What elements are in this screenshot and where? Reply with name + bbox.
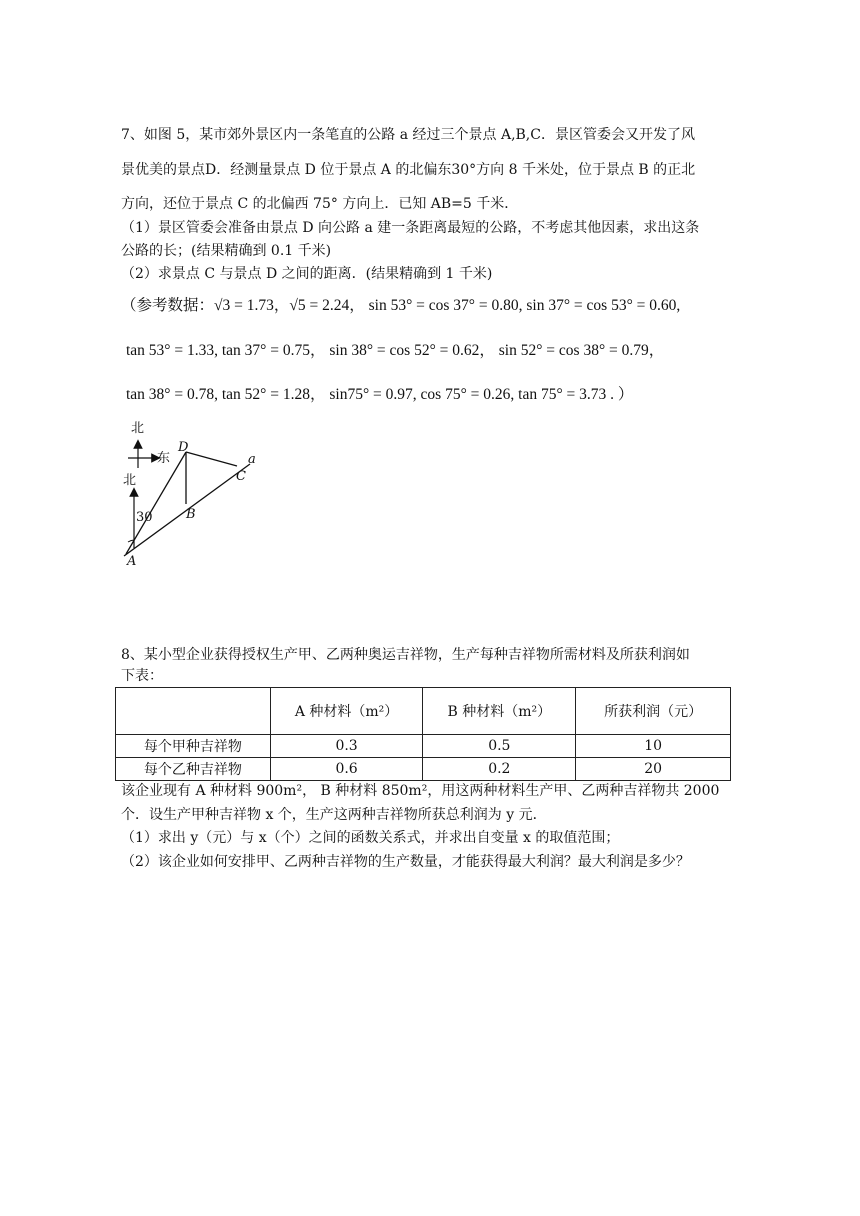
table-cell: 0.6	[270, 758, 423, 781]
table-header-cell: 所获利润（元）	[576, 688, 731, 735]
point-a-label: A	[127, 554, 137, 569]
table-cell: 每个甲种吉祥物	[116, 735, 271, 758]
q8-line-2: 下表：	[121, 668, 163, 684]
point-c-label: C	[236, 469, 246, 484]
table-row	[116, 758, 731, 781]
table-cell: 0.3	[270, 735, 423, 758]
table-header-cell: B 种材料（m²）	[423, 688, 576, 735]
q7-part-1-line-2: 公路的长；(结果精确到 0.1 千米)	[121, 243, 332, 259]
north-label-at-a: 北	[123, 473, 137, 488]
table-cell: 0.2	[423, 758, 576, 781]
segment-ad	[126, 452, 186, 554]
reference-data-line-2: tan 53° = 1.33, tan 37° = 0.75， sin 38° = cos 52° = 0.62， sin 52° = cos 38° = 0.79，	[126, 342, 665, 359]
q7-line-1: 7、如图 5，某市郊外景区内一条笔直的公路 a 经过三个景点 A,B,C．景区管委会又开发了风	[121, 127, 695, 143]
table-header-cell: A 种材料（m²）	[270, 688, 423, 735]
table-cell: 0.5	[423, 735, 576, 758]
angle-label: 30	[136, 510, 153, 525]
compass-east-label: 东	[157, 451, 171, 466]
table-cell: 10	[576, 735, 731, 758]
segment-dc	[186, 452, 237, 466]
q7-part-2: （2）求景点 C 与景点 D 之间的距离．(结果精确到 1 千米)	[121, 266, 493, 282]
point-d-label: D	[178, 440, 189, 455]
q8-part-2: （2）该企业如何安排甲、乙两种吉祥物的生产数量，才能获得最大利润？最大利润是多少？	[121, 854, 690, 870]
table-cell: 每个乙种吉祥物	[116, 758, 271, 781]
table-header-cell	[116, 688, 271, 735]
point-b-label: B	[186, 507, 196, 522]
q8-line-3: 该企业现有 A 种材料 900m²， B 种材料 850m²，用这两种材料生产甲、乙两种吉祥物共 2000	[121, 783, 720, 799]
table-header-row	[116, 688, 731, 735]
table-row	[116, 735, 731, 758]
road-label: a	[248, 452, 256, 467]
materials-table	[115, 687, 731, 781]
q8-line-4: 个．设生产甲种吉祥物 x 个，生产这两种吉祥物所获总利润为 y 元．	[121, 807, 547, 823]
table-cell: 20	[576, 758, 731, 781]
reference-data-line-3: tan 38° = 0.78, tan 52° = 1.28， sin75° = 0.97, cos 75° = 0.26, tan 75° = 3.73 . ）	[126, 386, 634, 403]
geometry-figure	[110, 418, 270, 570]
q8-line-1: 8、某小型企业获得授权生产甲、乙两种奥运吉祥物，生产每种吉祥物所需材料及所获利润如	[121, 647, 690, 663]
compass-north-label: 北	[131, 421, 145, 436]
q8-part-1: （1）求出 y（元）与 x（个）之间的函数关系式，并求出自变量 x 的取值范围；	[121, 830, 620, 846]
q7-line-3: 方向，还位于景点 C 的北偏西 75° 方向上．已知 AB=5 千米．	[121, 196, 519, 212]
q7-part-1-line-1: （1）景区管委会准备由景点 D 向公路 a 建一条距离最短的公路，不考虑其他因素，求出这条	[121, 220, 700, 236]
q7-line-2: 景优美的景点D．经测量景点 D 位于景点 A 的北偏东30°方向 8 千米处，位于景点 B 的正北	[121, 162, 696, 178]
reference-data-line-1: （参考数据：√3 = 1.73，√5 = 2.24， sin 53° = cos 37° = 0.80, sin 37° = cos 53° = 0.60,	[121, 297, 681, 314]
